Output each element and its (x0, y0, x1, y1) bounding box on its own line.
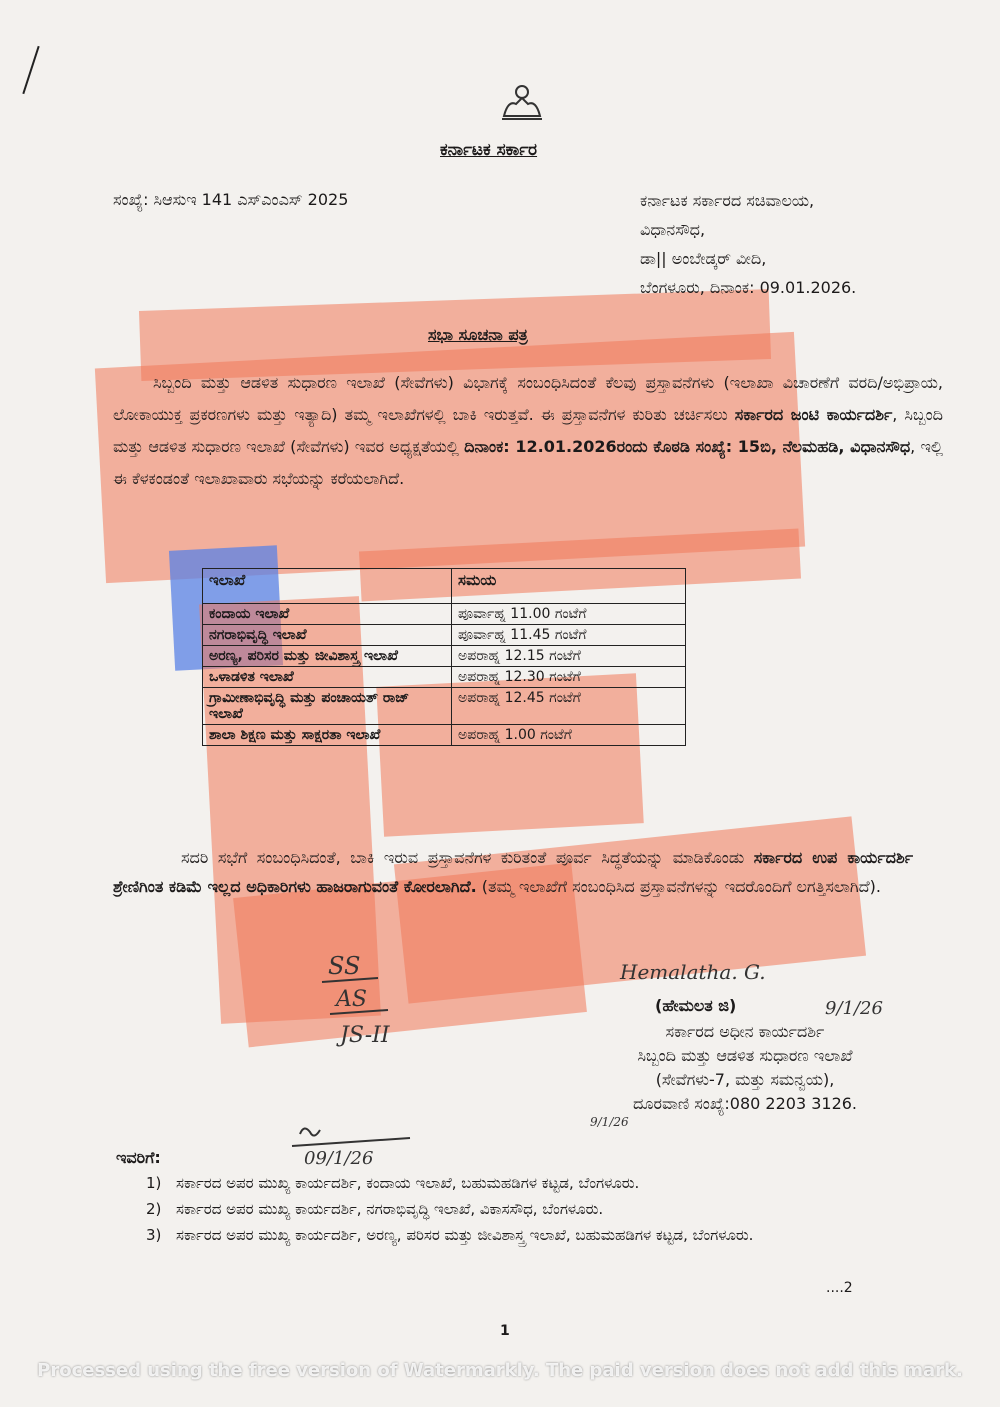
address-block (640, 186, 940, 302)
item-number: 2) (146, 1200, 162, 1218)
continuation-mark: ....2 (826, 1280, 853, 1296)
department-cell: ನಗರಾಭಿವೃದ್ಧಿ ಇಲಾಖೆ (203, 625, 452, 646)
reference-number: ಸಂಖ್ಯೆ: ಸಿಆಸುಇ 141 ಎಸ್‌ಎಂಎಸ್ 2025 (113, 190, 349, 209)
schedule-table (202, 568, 686, 746)
time-cell: ಅಪರಾಹ್ನ 12.30 ಗಂಟೆಗೆ (452, 667, 686, 688)
government-emblem-icon (494, 82, 550, 122)
time-cell: ಅಪರಾಹ್ನ 12.45 ಗಂಟೆಗೆ (452, 688, 686, 725)
item-number: 1) (146, 1174, 162, 1192)
department-cell: ಗ್ರಾಮೀಣಾಭಿವೃದ್ಧಿ ಮತ್ತು ಪಂಚಾಯತ್ ರಾಜ್ ಇಲಾಖೆ (203, 688, 452, 725)
table-row (203, 625, 686, 646)
signatory-section: (ಸೇವೆಗಳು-7, ಮತ್ತು ಸಮನ್ವಯ), (655, 1070, 835, 1089)
signature-date: 9/1/26 (825, 998, 883, 1019)
handwritten-initials (318, 950, 428, 1050)
government-title: ಕರ್ನಾಟಕ ಸರ್ಕಾರ (440, 140, 538, 160)
letter-subject: ಸಭಾ ಸೂಚನಾ ಪತ್ರ (428, 325, 528, 344)
initial-as: AS (336, 987, 367, 1012)
column-header: ಸಮಯ (452, 569, 686, 604)
department-cell: ಕಂದಾಯ ಇಲಾಖೆ (203, 604, 452, 625)
item-number: 3) (146, 1226, 162, 1244)
department-cell: ಒಳಾಡಳಿತ ಇಲಾಖೆ (203, 667, 452, 688)
para-text: , ಇಲ್ಲಿ ಈ ಕೆಳಕಂಡಂತೆ ಇಲಾಖಾವಾರು ಸಭೆಯನ್ನು ಕರೆಯಲಾಗಿದೆ. (113, 437, 943, 488)
signatory-name: (ಹೇಮಲತ ಜಿ) (655, 996, 737, 1015)
time-cell: ಅಪರಾಹ್ನ 1.00 ಗಂಟೆಗೆ (452, 725, 686, 746)
table-row (203, 604, 686, 625)
signatory-department: ಸಿಬ್ಬಂದಿ ಮತ್ತು ಆಡಳಿತ ಸುಧಾರಣ ಇಲಾಖೆ (637, 1046, 853, 1065)
time-cell: ಪೂರ್ವಾಹ್ನ 11.45 ಗಂಟೆಗೆ (452, 625, 686, 646)
list-item (146, 1171, 906, 1195)
initial-ss: SS (328, 952, 361, 980)
page-number: 1 (500, 1323, 510, 1339)
para-bold: ಸರ್ಕಾರದ ಉಪ ಕಾರ್ಯದರ್ಶಿ ಶ್ರೇಣಿಗಿಂತ ಕಡಿಮೆ ಇಲ್ಲದ ಅಧಿಕಾರಿಗಳು ಹಾಜರಾಗುವಂತೆ ಕೋರಲಾಗಿದೆ. (113, 848, 913, 896)
body-paragraph (113, 843, 913, 901)
signature-block (555, 1020, 935, 1116)
body-paragraph (113, 367, 943, 495)
item-text: ಸರ್ಕಾರದ ಅಪರ ಮುಖ್ಯ ಕಾರ್ಯದರ್ಶಿ, ನಗರಾಭಿವೃದ್ಧಿ ಇಲಾಖೆ, ವಿಕಾಸಸೌಧ, ಬೆಂಗಳೂರು. (176, 1200, 604, 1218)
department-cell: ಅರಣ್ಯ, ಪರಿಸರ ಮತ್ತು ಜೀವಿಶಾಸ್ತ್ರ ಇಲಾಖೆ (203, 646, 452, 667)
time-cell: ಅಪರಾಹ್ನ 12.15 ಗಂಟೆಗೆ (452, 646, 686, 667)
department-cell: ಶಾಲಾ ಶಿಕ್ಷಣ ಮತ್ತು ಸಾಕ್ಷರತಾ ಇಲಾಖೆ (203, 725, 452, 746)
address-line: ವಿಧಾನಸೌಧ, (640, 220, 706, 239)
para-bold: ಸರ್ಕಾರದ ಜಂಟಿ ಕಾರ್ಯದರ್ಶಿ (734, 405, 893, 424)
list-item (146, 1223, 906, 1247)
initial-js: JS-II (340, 1023, 390, 1048)
column-header: ಇಲಾಖೆ (203, 569, 452, 604)
handwritten-signature: Hemalatha. G. (620, 960, 766, 984)
para-text: (ತಮ್ಮ ಇಲಾಖೆಗೆ ಸಂಬಂಧಿಸಿದ ಪ್ರಸ್ತಾವನೆಗಳನ್ನು ಇದರೊಂದಿಗೆ ಲಗತ್ತಿಸಲಾಗಿದೆ). (476, 877, 881, 896)
table-row (203, 725, 686, 746)
address-line: ಕರ್ನಾಟಕ ಸರ್ಕಾರದ ಸಚಿವಾಲಯ, (640, 191, 815, 210)
addressee-list (146, 1171, 906, 1249)
list-item (146, 1197, 906, 1221)
para-text: ಸಿಬ್ಬಂದಿ ಮತ್ತು ಆಡಳಿತ ಸುಧಾರಣ ಇಲಾಖೆ (ಸೇವೆಗಳು) ವಿಭಾಗಕ್ಕೆ ಸಂಬಂಧಿಸಿದಂತೆ ಕೆಲವು ಪ್ರಸ್ತಾವನೆಗಳು (ಇಲಾಖಾ ವಿಚಾರಣೆಗೆ ವರದಿ/ಅಭಿಪ್ರಾಯ, ಲೋಕಾಯುಕ್ತ ಪ್ರಕರಣಗಳು ಮತ್ತು ಇತ್ಯಾದಿ) ತಮ್ಮ ಇಲಾಖೆಗಳಲ್ಲಿ ಬಾಕಿ ಇರುತ್ತವೆ. ಈ ಪ್ರಸ್ತಾವನೆಗಳ ಕುರಿತು ಚರ್ಚಿಸಲು (113, 373, 943, 424)
signatory-designation: ಸರ್ಕಾರದ ಅಧೀನ ಕಾರ್ಯದರ್ಶಿ (665, 1022, 825, 1041)
table-header-row (203, 569, 686, 604)
table-row (203, 667, 686, 688)
para-text: , ಸಿಬ್ಬಂದಿ ಮತ್ತು ಆಡಳಿತ ಸುಧಾರಣ ಇಲಾಖೆ (ಸೇವೆಗಳು) ಇವರ ಅಧ್ಯಕ್ಷತೆಯಲ್ಲಿ (113, 405, 943, 456)
received-date: 09/1/26 (304, 1148, 374, 1169)
handwritten-note: 9/1/26 (590, 1115, 629, 1129)
table-row (203, 688, 686, 725)
para-text: ಸದರಿ ಸಭೆಗೆ ಸಂಬಂಧಿಸಿದಂತೆ, ಬಾಕಿ ಇರುವ ಪ್ರಸ್ತಾವನೆಗಳ ಕುರಿತಂತೆ ಪೂರ್ವ ಸಿದ್ಧತೆಯನ್ನು ಮಾಡಿಕೊಂಡು (181, 848, 754, 867)
time-cell: ಪೂರ್ವಾಹ್ನ 11.00 ಗಂಟೆಗೆ (452, 604, 686, 625)
item-text: ಸರ್ಕಾರದ ಅಪರ ಮುಖ್ಯ ಕಾರ್ಯದರ್ಶಿ, ಕಂದಾಯ ಇಲಾಖೆ, ಬಹುಮಹಡಿಗಳ ಕಟ್ಟಡ, ಬೆಂಗಳೂರು. (176, 1174, 640, 1192)
watermark-text: Processed using the free version of Watermarkly. The paid version does not add this mark. (37, 1360, 963, 1381)
table-row (203, 646, 686, 667)
item-text: ಸರ್ಕಾರದ ಅಪರ ಮುಖ್ಯ ಕಾರ್ಯದರ್ಶಿ, ಅರಣ್ಯ, ಪರಿಸರ ಮತ್ತು ಜೀವಿಶಾಸ್ತ್ರ ಇಲಾಖೆ, ಬಹುಮಹಡಿಗಳ ಕಟ್ಟಡ, ಬೆಂಗಳೂರು. (176, 1226, 754, 1244)
address-line: ಬೆಂಗಳೂರು, ದಿನಾಂಕ: 09.01.2026. (640, 278, 857, 297)
pen-mark (22, 46, 39, 94)
address-line: ಡಾ|| ಅಂಬೇಡ್ಕರ್ ವೀದಿ, (640, 249, 767, 268)
signatory-phone: ದೂರವಾಣಿ ಸಂಖ್ಯೆ:080 2203 3126. (632, 1094, 858, 1113)
addressee-label: ಇವರಿಗೆ: (116, 1148, 161, 1167)
para-bold: ದಿನಾಂಕ: 12.01.2026ರಂದು ಕೊಠಡಿ ಸಂಖ್ಯೆ: 15ಬಿ, ನೆಲಮಹಡಿ, ವಿಧಾನಸೌಧ (464, 437, 911, 456)
handwritten-received-mark (290, 1120, 420, 1170)
